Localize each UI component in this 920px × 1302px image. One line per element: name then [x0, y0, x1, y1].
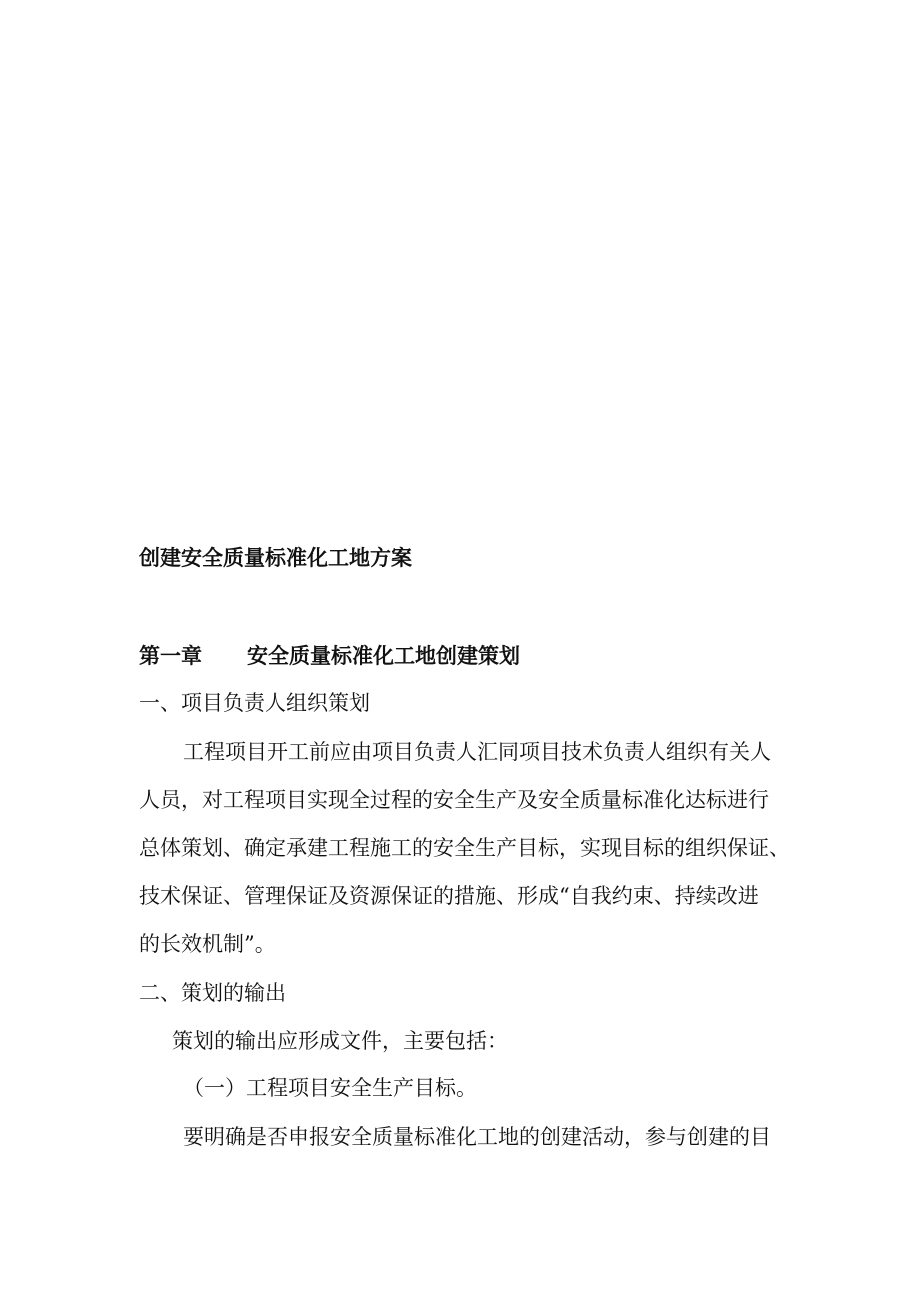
- document-title: 创建安全质量标准化工地方案: [139, 545, 412, 570]
- chapter-number: 第一章: [139, 643, 202, 668]
- chapter-heading: [139, 641, 520, 671]
- subsection-heading: （一）工程项目安全生产目标。: [183, 1076, 477, 1100]
- chapter-title: 安全质量标准化工地创建策划: [247, 643, 520, 668]
- paragraph-line: 工程项目开工前应由项目负责人汇同项目技术负责人组织有关人: [183, 740, 771, 764]
- paragraph-line: 要明确是否申报安全质量标准化工地的创建活动，参与创建的目: [183, 1125, 771, 1149]
- section-heading-1: 一、项目负责人组织策划: [139, 691, 370, 715]
- paragraph-line: 技术保证、管理保证及资源保证的措施、形成“自我约束、持续改进: [139, 884, 759, 908]
- paragraph-line: 总体策划、确定承建工程施工的安全生产目标，实现目标的组织保证、: [139, 836, 790, 860]
- section-intro: 策划的输出应形成文件，主要包括：: [172, 1029, 508, 1053]
- section-heading-2: 二、策划的输出: [139, 981, 286, 1005]
- paragraph-line: 的长效机制”。: [139, 932, 276, 956]
- paragraph-line: 人员，对工程项目实现全过程的安全生产及安全质量标准化达标进行: [139, 788, 769, 812]
